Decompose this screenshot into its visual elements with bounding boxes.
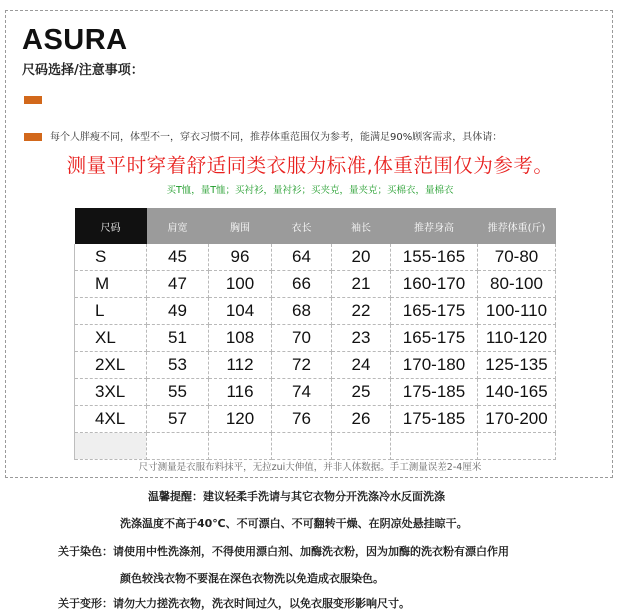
cell-weight: 125-135 bbox=[478, 352, 556, 379]
orange-marker-icon bbox=[24, 96, 42, 104]
table-row bbox=[75, 271, 556, 298]
cell-chest: 116 bbox=[209, 379, 272, 406]
size-table bbox=[74, 208, 556, 460]
header-length: 衣长 bbox=[272, 208, 332, 244]
table-row bbox=[75, 325, 556, 352]
table-row bbox=[75, 379, 556, 406]
cell-length: 72 bbox=[272, 352, 332, 379]
cell-shoulder: 45 bbox=[147, 244, 209, 271]
table-row bbox=[75, 298, 556, 325]
cell-length: 68 bbox=[272, 298, 332, 325]
cell-size: XL bbox=[75, 325, 147, 352]
cell-size: 3XL bbox=[75, 379, 147, 406]
cell-height: 165-175 bbox=[391, 298, 478, 325]
cell-size: 2XL bbox=[75, 352, 147, 379]
cell-length: 76 bbox=[272, 406, 332, 433]
header-size: 尺码 bbox=[75, 208, 147, 244]
cell-empty bbox=[272, 433, 332, 460]
notice-line bbox=[24, 128, 502, 143]
cell-height: 165-175 bbox=[391, 325, 478, 352]
cell-empty bbox=[332, 433, 391, 460]
cell-chest: 104 bbox=[209, 298, 272, 325]
cell-weight: 100-110 bbox=[478, 298, 556, 325]
cell-sleeve: 26 bbox=[332, 406, 391, 433]
cell-chest: 112 bbox=[209, 352, 272, 379]
cell-length: 74 bbox=[272, 379, 332, 406]
cell-height: 175-185 bbox=[391, 406, 478, 433]
cell-empty bbox=[75, 433, 147, 460]
table-header-row bbox=[75, 208, 556, 244]
section-subtitle: 尺码选择/注意事项： bbox=[22, 63, 144, 78]
measure-tip: 买T恤，量T恤；买衬衫，量衬衫；买夹克，量夹克；买棉衣，量棉衣 bbox=[166, 185, 454, 196]
cell-length: 66 bbox=[272, 271, 332, 298]
cell-height: 160-170 bbox=[391, 271, 478, 298]
care-dyeing-cont: 颜色较浅衣物不要混在深色衣物洗以免造成衣服染色。 bbox=[120, 572, 384, 585]
cell-size: L bbox=[75, 298, 147, 325]
cell-weight: 80-100 bbox=[478, 271, 556, 298]
cell-length: 64 bbox=[272, 244, 332, 271]
table-row bbox=[75, 244, 556, 271]
table-row-empty bbox=[75, 433, 556, 460]
cell-empty bbox=[478, 433, 556, 460]
cell-weight: 170-200 bbox=[478, 406, 556, 433]
cell-weight: 70-80 bbox=[478, 244, 556, 271]
care-deformation: 关于变形：请勿大力搓洗衣物，洗衣时间过久，以免衣服变形影响尺寸。 bbox=[58, 597, 410, 610]
headline-warning: 测量平时穿着舒适同类衣服为标准,体重范围仅为参考。 bbox=[66, 154, 554, 177]
cell-empty bbox=[147, 433, 209, 460]
cell-sleeve: 24 bbox=[332, 352, 391, 379]
cell-size: S bbox=[75, 244, 147, 271]
cell-length: 70 bbox=[272, 325, 332, 352]
care-dyeing: 关于染色：请使用中性洗涤剂，不得使用漂白剂、加酶洗衣粉，因为加酶的洗衣粉有漂白作用 bbox=[58, 545, 509, 558]
table-row bbox=[75, 352, 556, 379]
cell-shoulder: 57 bbox=[147, 406, 209, 433]
cell-sleeve: 23 bbox=[332, 325, 391, 352]
header-weight: 推荐体重(斤) bbox=[478, 208, 556, 244]
cell-weight: 110-120 bbox=[478, 325, 556, 352]
cell-sleeve: 25 bbox=[332, 379, 391, 406]
cell-empty bbox=[209, 433, 272, 460]
cell-sleeve: 21 bbox=[332, 271, 391, 298]
notice-text: 每个人胖瘦不同，体型不一，穿衣习惯不同，推荐体重范围仅为参考，能满足90%顾客需求，具体请： bbox=[50, 132, 503, 143]
cell-size: M bbox=[75, 271, 147, 298]
care-reminder: 温馨提醒：建议轻柔手洗请与其它衣物分开洗涤冷水反面洗涤 bbox=[148, 490, 445, 503]
cell-chest: 100 bbox=[209, 271, 272, 298]
table-row bbox=[75, 406, 556, 433]
care-temperature: 洗涤温度不高于40℃、不可漂白、不可翻转干燥、在阴凉处悬挂晾干。 bbox=[120, 517, 468, 530]
header-chest: 胸围 bbox=[209, 208, 272, 244]
cell-size: 4XL bbox=[75, 406, 147, 433]
orange-bullet-icon bbox=[24, 133, 42, 141]
measurement-footnote: 尺寸测量是衣服布料抹平，无拉zui大伸值，并非人体数据。手工测量误差2-4厘米 bbox=[138, 462, 482, 473]
header-height: 推荐身高 bbox=[391, 208, 478, 244]
cell-shoulder: 53 bbox=[147, 352, 209, 379]
cell-shoulder: 47 bbox=[147, 271, 209, 298]
brand-logo-text: ASURA bbox=[22, 24, 128, 56]
cell-sleeve: 22 bbox=[332, 298, 391, 325]
cell-shoulder: 49 bbox=[147, 298, 209, 325]
cell-shoulder: 55 bbox=[147, 379, 209, 406]
cell-chest: 108 bbox=[209, 325, 272, 352]
cell-chest: 96 bbox=[209, 244, 272, 271]
cell-height: 155-165 bbox=[391, 244, 478, 271]
cell-height: 175-185 bbox=[391, 379, 478, 406]
cell-sleeve: 20 bbox=[332, 244, 391, 271]
cell-shoulder: 51 bbox=[147, 325, 209, 352]
cell-height: 170-180 bbox=[391, 352, 478, 379]
header-shoulder: 肩宽 bbox=[147, 208, 209, 244]
header-sleeve: 袖长 bbox=[332, 208, 391, 244]
cell-chest: 120 bbox=[209, 406, 272, 433]
cell-weight: 140-165 bbox=[478, 379, 556, 406]
cell-empty bbox=[391, 433, 478, 460]
